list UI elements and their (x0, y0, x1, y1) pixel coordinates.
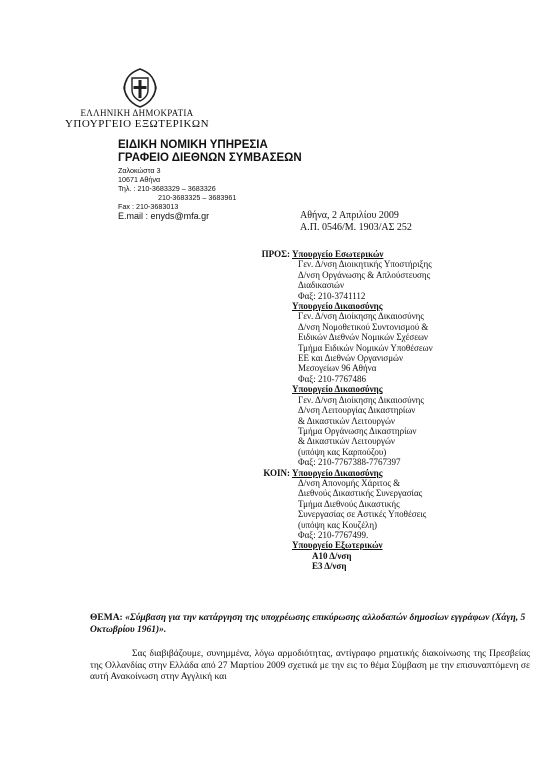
recipient-line: Δ/νση Οργάνωσης & Απλούστευσης (298, 269, 431, 280)
recipient-line: & Δικαστικών Λειτουργών (298, 436, 395, 447)
letter-date: Αθήνα, 2 Απριλίου 2009 (300, 210, 399, 221)
office-line-1: ΕΙΔΙΚΗ ΝΟΜΙΚΗ ΥΠΗΡΕΣΙΑ (118, 139, 268, 151)
recipient-line: Τμήμα Οργάνωσης Δικαστηρίων (298, 425, 417, 436)
recipient-directorate: Α10 Δ/νση (312, 550, 352, 561)
state-name: ΕΛΛΗΝΙΚΗ ΔΗΜΟΚΡΑΤΙΑ (80, 108, 194, 118)
recipient-ministry: Υπουργείο Δικαιοσύνης (292, 467, 383, 478)
subject-line (90, 612, 530, 636)
address-city: 10671 Αθήνα (118, 175, 161, 184)
recipient-line: Δ/νση Νομοθετικού Συντονισμού & (298, 321, 429, 332)
email-address: E.mail : enyds@mfa.gr (118, 211, 210, 221)
fax-number: Fax : 210-3683013 (118, 202, 179, 211)
coat-of-arms-icon (118, 66, 162, 110)
recipient-line: (υπόψη κας Καρπούζου) (298, 446, 387, 457)
recipient-line: Γεν. Δ/νση Διοικητικής Υποστήριξης (298, 259, 432, 270)
recipient-fax: Φαξ: 210-7767486 (298, 373, 367, 384)
recipient-entry (292, 540, 426, 571)
recipient-line: Τμήμα Ειδικών Νομικών Υποθέσεων (298, 342, 433, 353)
recipient-line: Διαδικασιών (298, 280, 345, 291)
cc-label: ΚΟΙΝ: (263, 467, 290, 478)
ministry-name: ΥΠΟΥΡΓΕΙΟ ΕΞΩΤΕΡΙΚΩΝ (64, 118, 210, 130)
recipient-fax: Φαξ: 210-7767499. (298, 529, 369, 540)
telephone-2: 210-3683325 – 3683961 (158, 193, 237, 202)
office-line-2: ΓΡΑΦΕΙΟ ΔΙΕΘΝΩΝ ΣΥΜΒΑΣΕΩΝ (118, 152, 302, 164)
contact-block (118, 166, 236, 222)
recipient-entry (292, 249, 433, 301)
recipient-line: Γεν. Δ/νση Διοίκησης Δικαιοσύνης (298, 311, 424, 322)
protocol-number: Α.Π. 0546/Μ. 1903/ΑΣ 252 (300, 222, 412, 233)
address-street: Ζαλοκώστα 3 (118, 166, 161, 175)
body-paragraph: Σας διαβιβάζουμε, συνημμένα, λόγω αρμοδιότητας, αντίγραφο ρηματικής διακοίνωσης της Πρεσβείας της Ολλανδίας στην Ελλάδα από 27 Μαρτίου 2009 σχετικά με την εις το θέμα Σύμβαση με την επισυναπτόμενη σε αυτή Ανακοίνωση στην Αγγλική και (90, 649, 530, 682)
recipient-line: & Δικαστικών Λειτουργών (298, 415, 395, 426)
recipient-ministry: Υπουργείο Δικαιοσύνης (292, 301, 383, 312)
to-label: ΠΡΟΣ: (261, 249, 290, 259)
recipient-line: ΕΕ και Διεθνών Οργανισμών (298, 353, 404, 364)
recipient-line: (υπόψη κας Κουζέλη) (298, 519, 378, 530)
date-ref-block (300, 210, 412, 234)
to-section (256, 249, 546, 468)
recipient-fax: Φαξ: 210-7767388-7767397 (298, 457, 401, 468)
office-title (118, 139, 302, 165)
recipient-line: Γεν. Δ/νση Διοίκησης Δικαιοσύνης (298, 394, 424, 405)
recipient-ministry: Υπουργείο Εσωτερικών (292, 249, 384, 259)
recipient-directorate: Ε3 Δ/νση (312, 561, 347, 572)
recipients-block (256, 249, 546, 572)
recipient-line: Δ/νση Λειτουργίας Δικαστηρίων (298, 405, 416, 416)
recipient-line: Ειδικών Διεθνών Νομικών Σχέσεων (298, 332, 428, 343)
recipient-entry (292, 468, 426, 541)
subject-label: ΘΕΜΑ: (90, 613, 123, 623)
recipient-line: Συνεργασίας σε Αστικές Υποθέσεις (298, 509, 427, 520)
recipient-line: Διεθνούς Δικαστικής Συνεργασίας (298, 488, 423, 499)
recipient-ministry: Υπουργείο Εξωτερικών (292, 540, 383, 551)
recipient-line: Δ/νση Απονομής Χάριτος & (298, 477, 401, 488)
recipient-line: Τμήμα Διεθνούς Δικαστικής (298, 498, 400, 509)
subject-text: «Σύμβαση για την κατάργηση της υποχρέωσης επικύρωσης αλλοδαπών δημοσίων εγγράφων (Χάγη, 5 Οκτωβρίου 1961)». (90, 613, 526, 635)
recipient-fax: Φαξ: 210-3741112 (298, 290, 366, 301)
recipient-ministry: Υπουργείο Δικαιοσύνης (292, 384, 383, 395)
cc-section (256, 468, 546, 572)
telephone-1: Τηλ. : 210-3683329 – 3683326 (118, 184, 216, 193)
recipient-entry (292, 301, 433, 384)
state-header (62, 108, 212, 130)
recipient-entry (292, 384, 433, 467)
recipient-line: Μεσογείων 96 Αθήνα (298, 363, 377, 374)
